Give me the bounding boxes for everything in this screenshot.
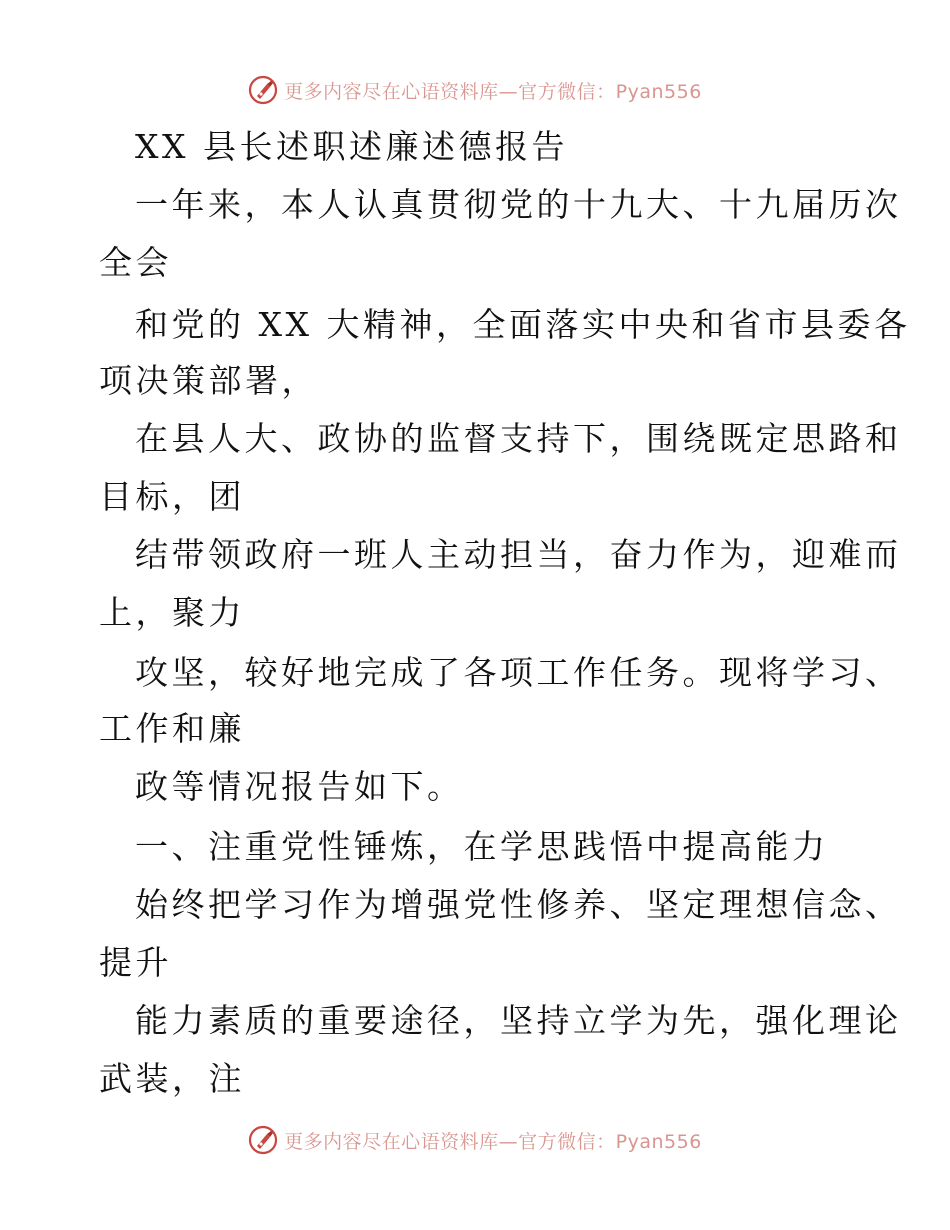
text-line: 攻坚，较好地完成了各项工作任务。现将学习、 [135,653,902,692]
text-line: 工作和廉 [99,709,245,748]
text-line: 在县人大、政协的监督支持下，围绕既定思路和 [135,419,902,458]
text-line: 项决策部署， [99,361,318,400]
watermark-header [0,70,950,110]
text-line: 一年来，本人认真贯彻党的十九大、十九届历次 [135,185,902,224]
document-title: XX 县长述职述廉述德报告 [135,127,568,166]
watermark-footer [0,1120,950,1160]
pen-nib-logo-icon [248,1125,278,1155]
text-line: 和党的 XX 大精神，全面落实中央和省市县委各 [135,305,911,344]
text-line: 结带领政府一班人主动担当，奋力作为，迎难而 [135,535,902,574]
watermark-text: 更多内容尽在心语资料库—官方微信：Pyan556 [284,80,702,103]
text-line: 政等情况报告如下。 [135,767,464,806]
text-line: 始终把学习作为增强党性修养、坚定理想信念、 [135,885,902,924]
text-line: 上，聚力 [99,593,245,632]
watermark-text: 更多内容尽在心语资料库—官方微信：Pyan556 [284,1130,702,1153]
text-line: 提升 [99,943,172,982]
text-line: 全会 [99,243,172,282]
text-line: 武装，注 [99,1059,245,1098]
text-line: 能力素质的重要途径，坚持立学为先，强化理论 [135,1001,902,1040]
text-line: 目标，团 [99,477,245,516]
pen-nib-logo-icon [248,75,278,105]
section-heading: 一、注重党性锤炼，在学思践悟中提高能力 [135,827,829,866]
